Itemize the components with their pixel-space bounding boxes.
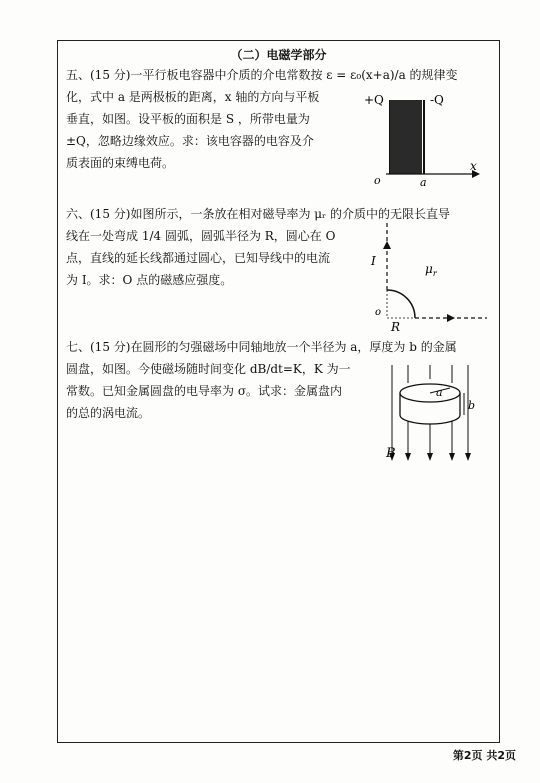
- mu-label: $\mu_r$: [425, 262, 437, 278]
- dielectric-block: [390, 100, 422, 174]
- section-title: （二）电磁学部分: [230, 48, 327, 62]
- wire-arrow: [447, 314, 455, 322]
- minus-q-label: -Q: [430, 93, 444, 107]
- problem-6-line-1: 六、(15 分)如图所示，一条放在相对磁导率为 μᵣ 的介质中的无限长直导: [66, 207, 451, 221]
- page-footer: 第2页 共2页: [452, 749, 516, 762]
- current-label: I: [371, 254, 376, 268]
- problem-5-line-2: 化，式中 a 是两极板的距离，x 轴的方向与平板: [66, 90, 320, 104]
- field-arrows: [389, 453, 471, 461]
- disk-figure: [380, 365, 490, 470]
- problem-6-line-4: 为 I。求：O 点的磁感应强度。: [66, 273, 233, 287]
- wire-figure: [365, 215, 495, 335]
- origin-o-label: o: [375, 307, 382, 318]
- problem-7-line-1: 七、(15 分)在圆形的匀强磁场中同轴地放一个半径为 a，厚度为 b 的金属: [66, 340, 457, 354]
- origin-label: o: [374, 174, 381, 187]
- plus-q-label: +Q: [364, 93, 384, 107]
- x-label: x: [470, 159, 477, 173]
- problem-6-line-2: 线在一处弯成 1/4 圆弧，圆弧半径为 R，圆心在 O: [66, 229, 336, 243]
- problem-5-line-3: 垂直，如图。设平板的面积是 S ，所带电量为: [66, 112, 310, 126]
- problem-6-line-3: 点，直线的延长线都通过圆心，已知导线中的电流: [66, 251, 331, 265]
- field-label: B: [386, 446, 396, 461]
- capacitor-figure: [360, 90, 490, 190]
- problem-7-line-3: 常数。已知金属圆盘的电导率为 σ。试求：金属盘内: [66, 384, 343, 398]
- problem-5-line-1: 五、(15 分)一平行板电容器中介质的介电常数按 ε = ε₀(x+a)/a 的规律变: [66, 68, 458, 82]
- problem-7-line-2: 圆盘，如图。今使磁场随时间变化 dB/dt=K，K 为一: [66, 362, 351, 376]
- a-label: a: [420, 176, 427, 189]
- problem-5-line-4: ±Q，忽略边缘效应。求：该电容器的电容及介: [66, 134, 314, 148]
- radius-label: R: [391, 320, 401, 334]
- disk-radius-label: a: [436, 386, 443, 399]
- problem-5-line-5: 质表面的束缚电荷。: [66, 156, 175, 170]
- thickness-label: b: [468, 399, 476, 412]
- quarter-arc: [387, 290, 415, 318]
- current-arrow: [383, 241, 391, 249]
- problem-7-line-4: 的总的涡电流。: [66, 406, 151, 420]
